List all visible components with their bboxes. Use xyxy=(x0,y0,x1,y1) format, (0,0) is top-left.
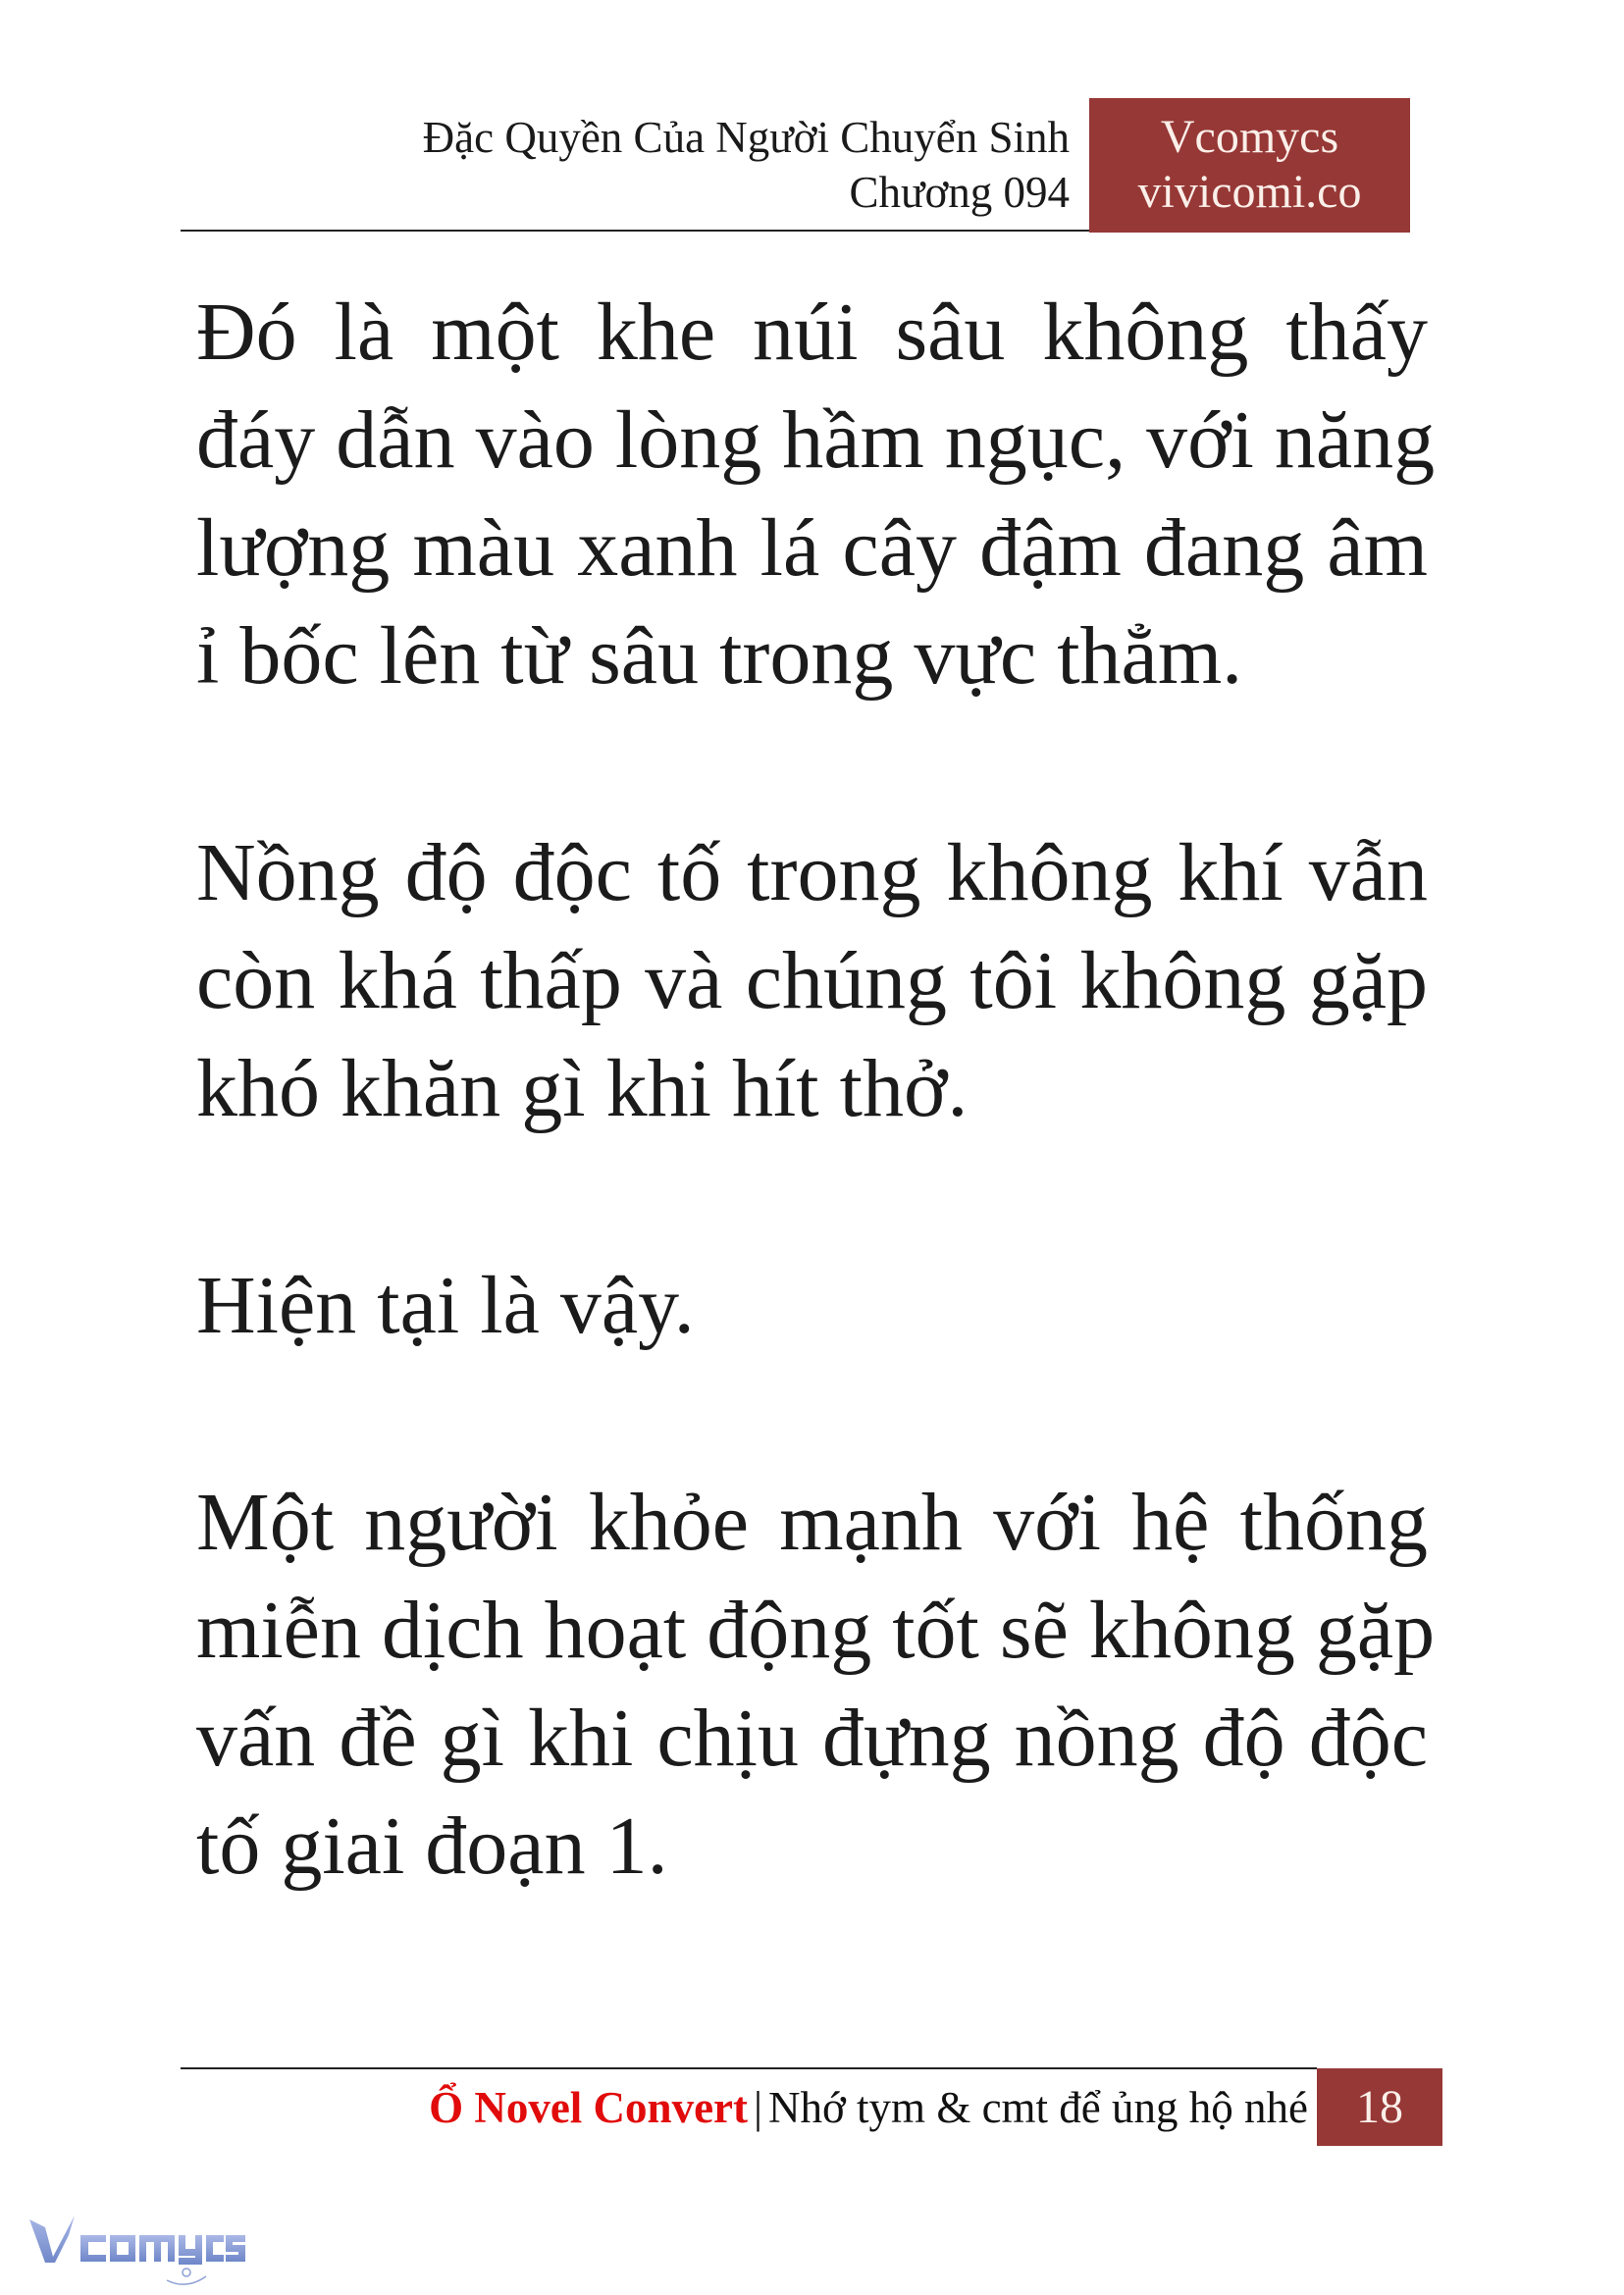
page-number: 18 xyxy=(1317,2068,1442,2146)
header-divider xyxy=(181,230,1089,232)
text-line: khó khăn gì khi hít thở. xyxy=(196,1043,969,1134)
text-line: ỉ bốc lên từ sâu trong vực thẳm. xyxy=(196,610,1243,702)
text-line: Một người khỏe mạnh với hệ thống xyxy=(196,1477,1428,1568)
site-badge-url: vivicomi.co xyxy=(1137,166,1362,218)
text-line: tố giai đoạn 1. xyxy=(196,1800,668,1892)
footer-divider xyxy=(181,2067,1317,2069)
footer-separator: | xyxy=(754,2083,763,2132)
text-line: còn khá thấp và chúng tôi không gặp xyxy=(196,935,1428,1026)
text-line: Hiện tại là vậy. xyxy=(196,1260,695,1351)
text-line: đáy dẫn vào lòng hầm ngục, với năng xyxy=(196,394,1436,486)
site-badge-name: Vcomycs xyxy=(1160,111,1339,163)
site-badge xyxy=(1089,98,1410,233)
book-title: Đặc Quyền Của Người Chuyển Sinh xyxy=(422,113,1070,162)
text-line: Nồng độ độc tố trong không khí vẫn xyxy=(196,827,1428,918)
text-line: vấn đề gì khi chịu đựng nồng độ độc xyxy=(196,1693,1428,1784)
footer-credit xyxy=(429,2080,1308,2135)
chapter-header xyxy=(423,110,1070,220)
chapter-number: Chương 094 xyxy=(849,168,1070,217)
footer-brand: Ổ Novel Convert xyxy=(429,2083,748,2132)
text-line: Đó là một khe núi sâu không thấy xyxy=(196,287,1428,378)
vcomycs-logo-icon xyxy=(29,2214,245,2290)
text-line: miễn dịch hoạt động tốt sẽ không gặp xyxy=(196,1585,1436,1676)
footer-message: Nhớ tym & cmt để ủng hộ nhé xyxy=(768,2083,1308,2132)
text-line: lượng màu xanh lá cây đậm đang âm xyxy=(196,502,1428,594)
